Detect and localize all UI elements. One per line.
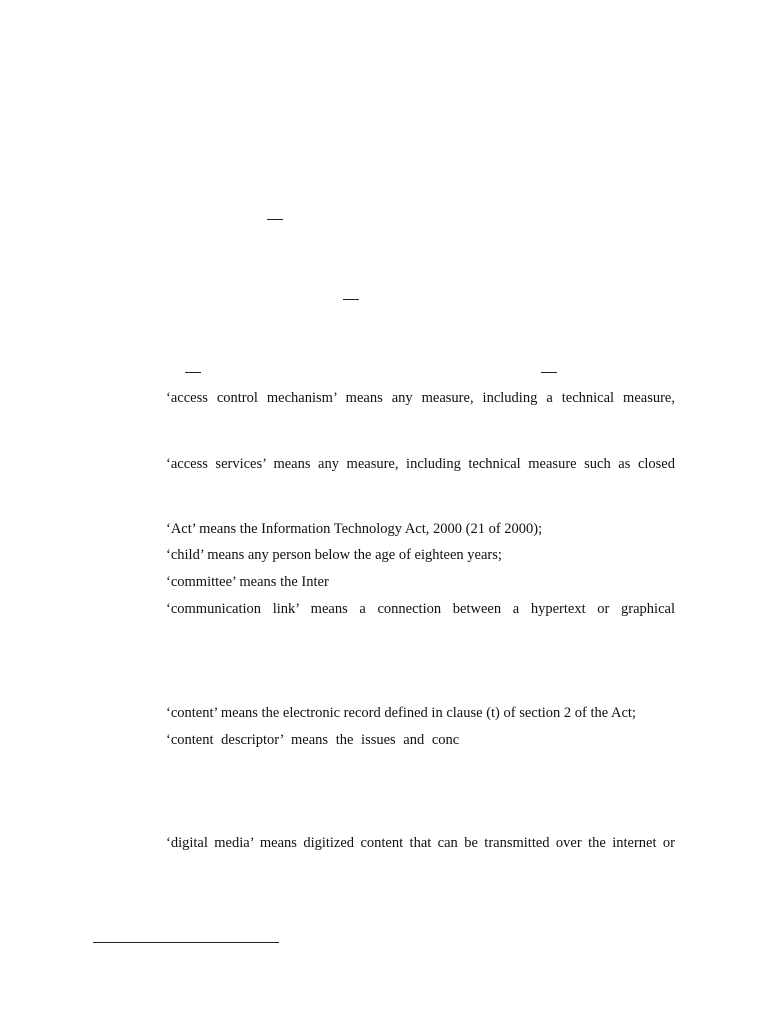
definition-act: ‘Act’ means the Information Technology Act, 2000 (21 of 2000);: [166, 521, 543, 537]
em-dash-1: [267, 219, 283, 220]
definition-access-services: ‘access services’ means any measure, including technical measure such as closed: [166, 456, 675, 472]
footnote-separator: [93, 942, 279, 943]
em-dash-3: [185, 372, 201, 373]
definition-communication-link: ‘communication link’ means a connection between a hypertext or graphical: [166, 601, 675, 617]
definition-access-control-mechanism: ‘access control mechanism’ means any measure, including a technical measure,: [166, 390, 675, 406]
definition-content: ‘content’ means the electronic record defined in clause (t) of section 2 of the Act;: [166, 705, 636, 721]
em-dash-4: [541, 372, 557, 373]
definition-digital-media: ‘digital media’ means digitized content that can be transmitted over the internet or: [166, 835, 675, 851]
definition-content-descriptor: ‘content descriptor’ means the issues and conc: [166, 732, 460, 748]
definition-child: ‘child’ means any person below the age of eighteen years;: [166, 547, 502, 563]
em-dash-2: [343, 299, 359, 300]
definition-committee: ‘committee’ means the Inter: [166, 574, 329, 590]
